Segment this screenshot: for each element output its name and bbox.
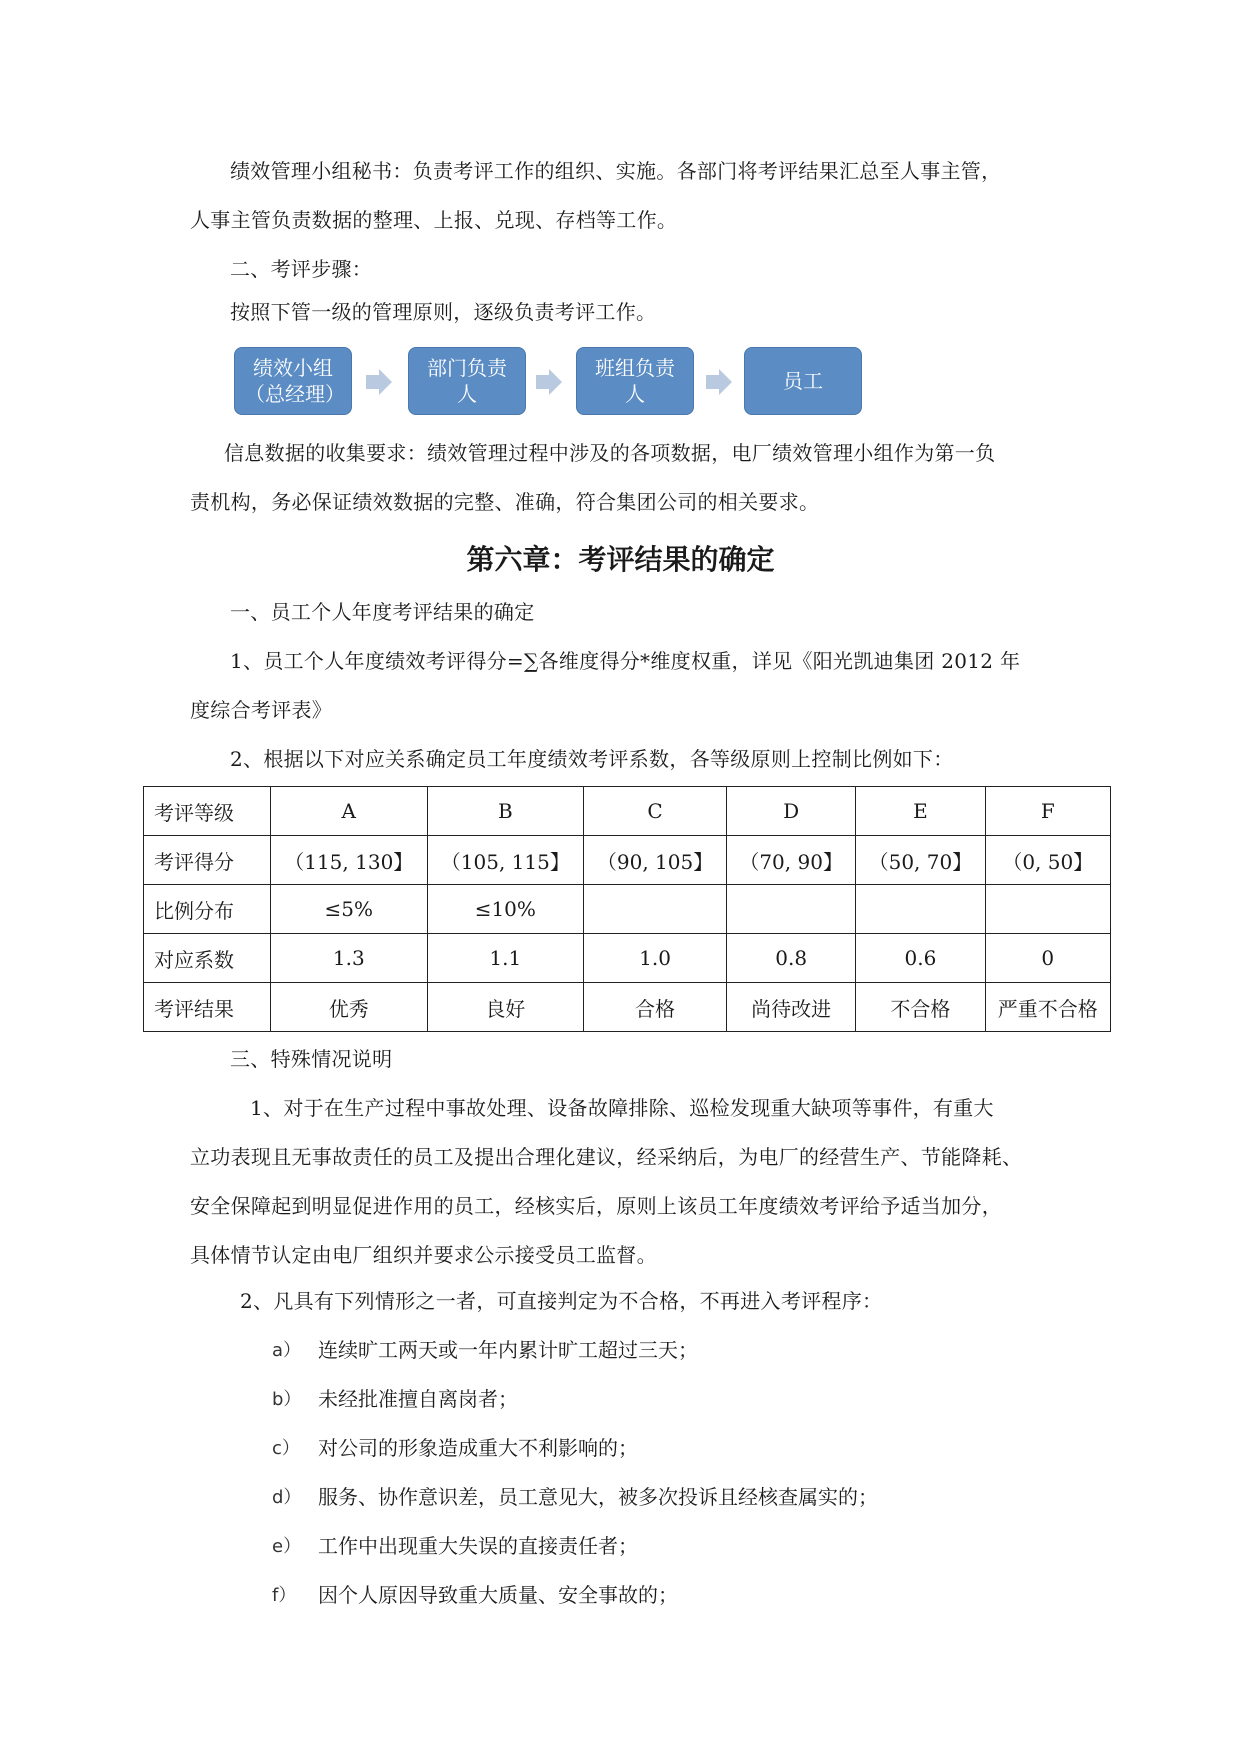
list-item-text: 对公司的形象造成重大不利影响的；: [318, 1436, 638, 1460]
list-item: [272, 1571, 1072, 1620]
list-item-text: 工作中出现重大失误的直接责任者；: [318, 1534, 638, 1558]
flow-box-department-head: 部门负责人: [408, 347, 526, 415]
list-item: [272, 1424, 1072, 1473]
paragraph-info-line2: 责机构，务必保证绩效数据的完整、准确，符合集团公司的相关要求。: [190, 490, 820, 514]
process-flow-diagram: [0, 347, 1241, 417]
paragraph-info-line1: 信息数据的收集要求：绩效管理过程中涉及的各项数据，电厂绩效管理小组作为第一负: [224, 441, 996, 465]
table-cell: F: [985, 787, 1110, 836]
table-cell: 比例分布: [144, 885, 271, 934]
table-cell: 考评结果: [144, 983, 271, 1032]
table-cell: E: [856, 787, 985, 836]
list-marker: e）: [272, 1536, 302, 1557]
table-cell: [856, 885, 985, 934]
chapter-title: 第六章：考评结果的确定: [466, 543, 775, 576]
table-cell: 严重不合格: [985, 983, 1110, 1032]
table-row: [144, 934, 1111, 983]
table-cell: 0: [985, 934, 1110, 983]
table-cell: 0.6: [856, 934, 985, 983]
table-cell: 不合格: [856, 983, 985, 1032]
disqualification-list: [272, 1326, 1072, 1620]
list-item: [272, 1522, 1072, 1571]
table-cell: D: [727, 787, 856, 836]
list-item: [272, 1473, 1072, 1522]
table-row: [144, 787, 1111, 836]
table-cell: A: [271, 787, 428, 836]
table-cell: （70, 90】: [727, 836, 856, 885]
list-item: [272, 1375, 1072, 1424]
grade-table: [143, 786, 1111, 1032]
paragraph-item1-line2: 度综合考评表》: [190, 698, 333, 722]
table-cell: [985, 885, 1110, 934]
list-item-text: 服务、协作意识差，员工意见大，被多次投诉且经核查属实的；: [318, 1485, 878, 1509]
list-marker: b）: [272, 1389, 302, 1410]
table-cell: ≤5%: [271, 885, 428, 934]
table-cell: 1.1: [427, 934, 584, 983]
section-heading-steps: 二、考评步骤：: [230, 257, 373, 281]
table-cell: 合格: [584, 983, 727, 1032]
table-row: [144, 983, 1111, 1032]
flow-box-performance-group: 绩效小组（总经理）: [234, 347, 352, 415]
table-cell: 考评得分: [144, 836, 271, 885]
paragraph-secretary-line2: 人事主管负责数据的整理、上报、兑现、存档等工作。: [190, 208, 678, 232]
table-cell: B: [427, 787, 584, 836]
list-marker: c）: [272, 1438, 300, 1459]
list-marker: d）: [272, 1487, 302, 1508]
list-marker: f）: [272, 1585, 297, 1606]
table-cell: 1.0: [584, 934, 727, 983]
paragraph-item2: 2、根据以下对应关系确定员工年度绩效考评系数，各等级原则上控制比例如下：: [230, 747, 954, 771]
paragraph-special1-line2: 立功表现且无事故责任的员工及提出合理化建议，经采纳后，为电厂的经营生产、节能降耗、: [190, 1145, 1023, 1169]
flow-box-employee: 员工: [744, 347, 862, 415]
table-cell: 尚待改进: [727, 983, 856, 1032]
section-heading-special-cases: 三、特殊情况说明: [230, 1047, 393, 1071]
table-cell: （115, 130】: [271, 836, 428, 885]
flow-arrow-icon: [366, 369, 392, 395]
table-cell: 考评等级: [144, 787, 271, 836]
table-cell: 1.3: [271, 934, 428, 983]
table-row: [144, 836, 1111, 885]
paragraph-special1-line3: 安全保障起到明显促进作用的员工，经核实后，原则上该员工年度绩效考评给予适当加分，: [190, 1194, 1002, 1218]
table-cell: 良好: [427, 983, 584, 1032]
table-cell: C: [584, 787, 727, 836]
list-item: [272, 1326, 1072, 1375]
flow-box-team-leader: 班组负责人: [576, 347, 694, 415]
paragraph-special1-line1: 1、对于在生产过程中事故处理、设备故障排除、巡检发现重大缺项等事件，有重大: [250, 1096, 994, 1120]
table-row: [144, 885, 1111, 934]
table-cell: 对应系数: [144, 934, 271, 983]
list-marker: a）: [272, 1340, 302, 1361]
table-cell: 0.8: [727, 934, 856, 983]
paragraph-secretary-line1: 绩效管理小组秘书：负责考评工作的组织、实施。各部门将考评结果汇总至人事主管，: [230, 159, 1002, 183]
table-cell: （0, 50】: [985, 836, 1110, 885]
table-cell: ≤10%: [427, 885, 584, 934]
table-cell: 优秀: [271, 983, 428, 1032]
paragraph-steps-desc: 按照下管一级的管理原则，逐级负责考评工作。: [230, 300, 657, 324]
list-item-text: 连续旷工两天或一年内累计旷工超过三天；: [318, 1338, 698, 1362]
section-heading-annual-result: 一、员工个人年度考评结果的确定: [230, 600, 535, 624]
flow-arrow-icon: [536, 369, 562, 395]
paragraph-special2: 2、凡具有下列情形之一者，可直接判定为不合格，不再进入考评程序：: [240, 1289, 883, 1313]
table-cell: （105, 115】: [427, 836, 584, 885]
paragraph-item1-line1: 1、员工个人年度绩效考评得分=∑各维度得分*维度权重，详见《阳光凯迪集团 2012 年: [230, 649, 1021, 673]
flow-arrow-icon: [706, 369, 732, 395]
table-cell: （50, 70】: [856, 836, 985, 885]
table-cell: （90, 105】: [584, 836, 727, 885]
table-cell: [584, 885, 727, 934]
paragraph-special1-line4: 具体情节认定由电厂组织并要求公示接受员工监督。: [190, 1243, 657, 1267]
list-item-text: 未经批准擅自离岗者；: [318, 1387, 518, 1411]
list-item-text: 因个人原因导致重大质量、安全事故的；: [318, 1583, 678, 1607]
table-cell: [727, 885, 856, 934]
